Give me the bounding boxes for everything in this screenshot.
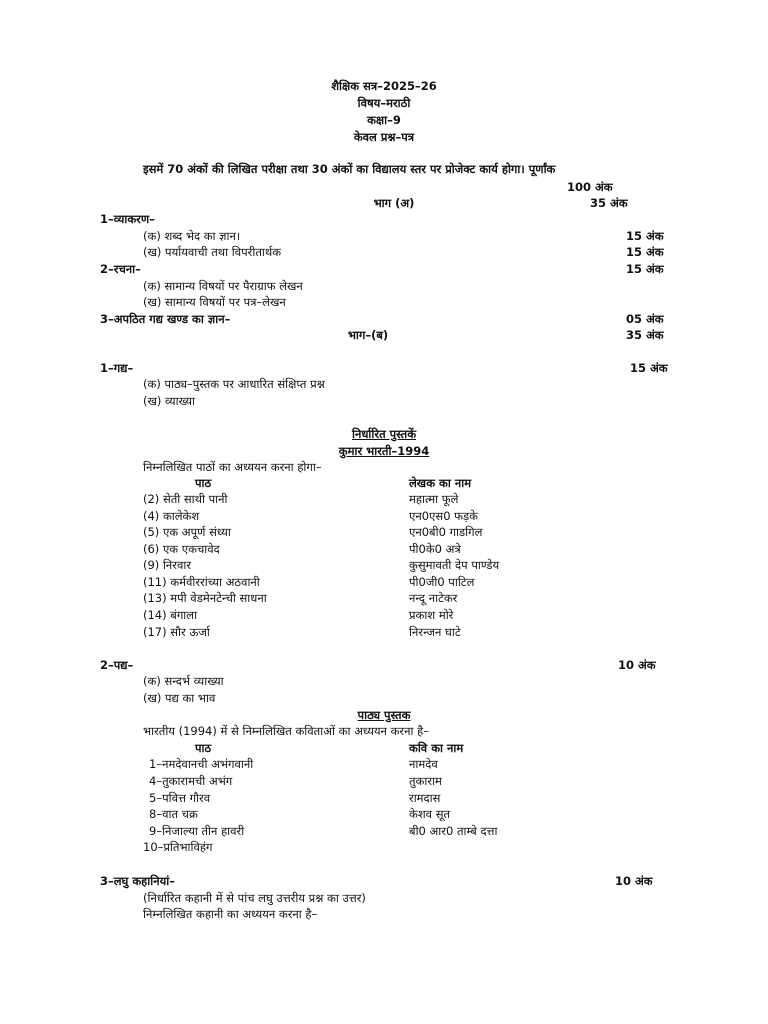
item-marks: 15 अंक bbox=[626, 245, 664, 259]
poetry-marks: 10 अंक bbox=[618, 658, 656, 672]
poetry-title: 2–पद्य– bbox=[100, 658, 134, 672]
section-title: 1–व्याकरण– bbox=[100, 212, 155, 226]
col-author-header: लेखक का नाम bbox=[409, 476, 472, 490]
subject-title: विषय–मराठी bbox=[357, 96, 411, 110]
class-title: कक्षा–9 bbox=[367, 113, 401, 127]
poet-cell: नामदेव bbox=[409, 757, 438, 771]
section-marks: 05 अंक bbox=[626, 312, 664, 326]
poem-cell: 4–तुकारामची अभंग bbox=[149, 774, 233, 788]
lesson-cell: (2) सेती साथी पानी bbox=[143, 492, 228, 506]
lesson-cell: (17) सौर ऊर्जा bbox=[143, 625, 210, 639]
prescribed-instruction: निम्नलिखित पाठों का अध्ययन करना होगा– bbox=[143, 460, 322, 474]
lesson-cell: (9) निरवार bbox=[143, 558, 192, 572]
author-cell: एन0बी0 गाडगिल bbox=[409, 525, 483, 539]
stories-note: (निर्धारित कहानी में से पांच लघु उत्तरीय प्रश्न का उत्तर) bbox=[143, 891, 366, 905]
part-a-title: भाग (अ) bbox=[373, 196, 415, 210]
author-cell: नन्दू नाटेकर bbox=[409, 591, 458, 605]
part-a-marks: 35 अंक bbox=[590, 196, 628, 210]
paper-title: केवल प्रश्न–पत्र bbox=[353, 130, 415, 144]
col-lesson-header: पाठ bbox=[195, 476, 212, 490]
poetry-item: (ख) पद्य का भाव bbox=[143, 691, 216, 705]
intro-text: इसमें 70 अंकों की लिखित परीक्षा तथा 30 अंकों का विद्यालय स्तर पर प्रोजेक्ट कार्य होगा। पूर्णांक bbox=[143, 162, 556, 176]
part-b-marks: 35 अंक bbox=[626, 328, 664, 342]
prescribed-title: निर्धारित पुस्तकें bbox=[351, 427, 417, 441]
lesson-cell: (11) कर्मवीररांच्या अठवानी bbox=[143, 575, 260, 589]
prescribed-book: कुमार भारती–1994 bbox=[338, 444, 430, 458]
section-item: (ख) सामान्य विषयों पर पत्र–लेखन bbox=[143, 295, 286, 309]
col-poet-header: कवि का नाम bbox=[409, 741, 464, 755]
poet-cell: बी0 आर0 ताम्बे दत्ता bbox=[409, 824, 498, 838]
poem-cell: 1–नमदेवानची अभंगवानी bbox=[149, 757, 254, 771]
section-marks: 15 अंक bbox=[626, 262, 664, 276]
poet-cell: तुकाराम bbox=[409, 774, 442, 788]
lesson-cell: (4) कालेकेश bbox=[143, 509, 200, 523]
author-cell: महात्मा फूले bbox=[409, 492, 459, 506]
poem-cell: 5–पवित्त गौरव bbox=[149, 791, 211, 805]
author-cell: कुसुमावती देप पाण्डेय bbox=[409, 558, 500, 572]
section-item: (क) शब्द भेद का ज्ञान। bbox=[143, 229, 241, 243]
author-cell: प्रकाश मोरे bbox=[409, 608, 454, 622]
poetry-book-title: पाठ्य पुस्तक bbox=[357, 708, 411, 722]
section-item: (क) सामान्य विषयों पर पैराग्राफ लेखन bbox=[143, 279, 303, 293]
prose-marks: 15 अंक bbox=[630, 361, 668, 375]
stories-instruction: निम्नलिखित कहानी का अध्ययन करना है– bbox=[143, 907, 318, 921]
author-cell: पी0जी0 पाटिल bbox=[409, 575, 475, 589]
author-cell: निरन्जन घाटे bbox=[409, 625, 461, 639]
poem-cell: 9–निजाल्या तीन हावरी bbox=[149, 824, 245, 838]
section-title: 3–अपठित गद्य खण्ड का ज्ञान– bbox=[100, 312, 231, 326]
lesson-cell: (6) एक एकचावेद bbox=[143, 542, 220, 556]
prose-title: 1–गद्य– bbox=[100, 361, 134, 375]
total-marks: 100 अंक bbox=[567, 180, 613, 194]
prose-item: (ख) व्याख्या bbox=[143, 394, 195, 408]
lesson-cell: (5) एक अपूर्ण संध्या bbox=[143, 525, 231, 539]
stories-title: 3–लघु कहानियां– bbox=[100, 874, 176, 888]
part-b-title: भाग–(ब) bbox=[347, 328, 389, 342]
poem-cell: 10–प्रतिभाविहंग bbox=[143, 840, 213, 854]
section-item: (ख) पर्यायवाची तथा विपरीतार्थक bbox=[143, 245, 282, 259]
poem-cell: 8–वात चक्र bbox=[149, 807, 198, 821]
poetry-item: (क) सन्दर्भ व्याख्या bbox=[143, 674, 224, 688]
poet-cell: रामदास bbox=[409, 791, 441, 805]
section-title: 2–रचना– bbox=[100, 262, 141, 276]
poetry-instruction: भारतीय (1994) में से निम्नलिखित कविताओं का अध्ययन करना है– bbox=[143, 724, 429, 738]
author-cell: पी0के0 अत्रे bbox=[409, 542, 461, 556]
stories-marks: 10 अंक bbox=[615, 874, 653, 888]
item-marks: 15 अंक bbox=[626, 229, 664, 243]
poet-cell: केशव सूत bbox=[409, 807, 451, 821]
prose-item: (क) पाठ्य–पुस्तक पर आधारित संक्षिप्त प्रश्न bbox=[143, 377, 325, 391]
lesson-cell: (14) बंगाला bbox=[143, 608, 198, 622]
col-lesson-header: पाठ bbox=[195, 741, 212, 755]
session-title: शैक्षिक सत्र–2025–26 bbox=[331, 79, 437, 93]
author-cell: एन0एस0 फड़के bbox=[409, 509, 479, 523]
lesson-cell: (13) मपी वेडमेनटेन्ची साधना bbox=[143, 591, 267, 605]
